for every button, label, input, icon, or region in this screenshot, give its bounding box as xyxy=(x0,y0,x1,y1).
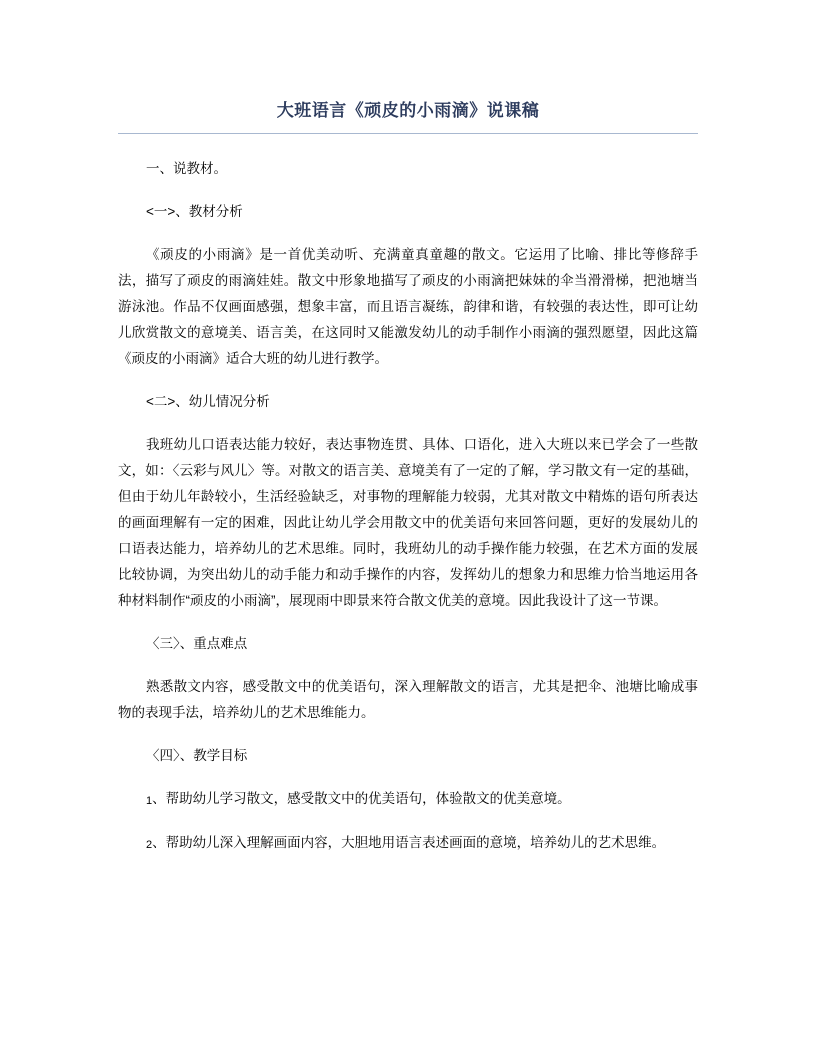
subsection-paragraph-1: 《顽皮的小雨滴》是一首优美动听、充满童真童趣的散文。它运用了比喻、排比等修辞手法，描写了顽皮的雨滴娃娃。散文中形象地描写了顽皮的小雨滴把妹妹的伞当滑滑梯，把池塘当游泳池。作品不仅画面感强，想象丰富，而且语言凝练，韵律和谐，有较强的表达性，即可让幼儿欣赏散文的意境美、语言美，在这同时又能激发幼儿的动手制作小雨滴的强烈愿望，因此这篇《顽皮的小雨滴》适合大班的幼儿进行教学。 xyxy=(118,247,698,366)
subsection-paragraph-3: 熟悉散文内容，感受散文中的优美语句，深入理解散文的语言，尤其是把伞、池塘比喻成事物的表现手法，培养幼儿的艺术思维能力。 xyxy=(118,679,698,720)
goal-text-1: 、帮助幼儿学习散文，感受散文中的优美语句，体验散文的优美意境。 xyxy=(152,791,571,806)
goal-number-1: 1 xyxy=(146,795,153,807)
page-title: 大班语言《顽皮的小雨滴》说课稿 xyxy=(276,101,540,120)
teaching-goal-item-1 xyxy=(118,786,698,813)
subsection-heading-3: 〈三〉、重点难点 xyxy=(146,636,248,651)
subsection-paragraph-2: 我班幼儿口语表达能力较好，表达事物连贯、具体、口语化，进入大班以来已学会了一些散文，如：〈云彩与风儿〉等。对散文的语言美、意境美有了一定的了解，学习散文有一定的基础，但由于幼儿年龄较小，生活经验缺乏，对事物的理解能力较弱，尤其对散文中精炼的语句所表达的画面理解有一定的困难，因此让幼儿学会用散文中的优美语句来回答问题，更好的发展幼儿的口语表达能力，培养幼儿的艺术思维。同时，我班幼儿的动手操作能力较强，在艺术方面的发展比较协调，为突出幼儿的动手能力和动手操作的内容，发挥幼儿的想象力和思维力恰当地运用各种材料制作“顽皮的小雨滴”，展现雨中即景来符合散文优美的意境。因此我设计了这一节课。 xyxy=(118,437,698,608)
subsection-heading-2: <二>、幼儿情况分析 xyxy=(146,394,270,409)
document-content-column xyxy=(118,0,698,857)
goal-text-2: 、帮助幼儿深入理解画面内容，大胆地用语言表述画面的意境，培养幼儿的艺术思维。 xyxy=(152,835,666,850)
title-divider xyxy=(118,133,698,134)
section-heading-1: 一、说教材。 xyxy=(146,161,227,176)
subsection-heading-1: <一>、教材分析 xyxy=(146,204,243,219)
goal-number-2: 2 xyxy=(146,839,153,851)
teaching-goal-item-2 xyxy=(118,830,698,857)
subsection-heading-4: 〈四〉、教学目标 xyxy=(146,748,248,763)
